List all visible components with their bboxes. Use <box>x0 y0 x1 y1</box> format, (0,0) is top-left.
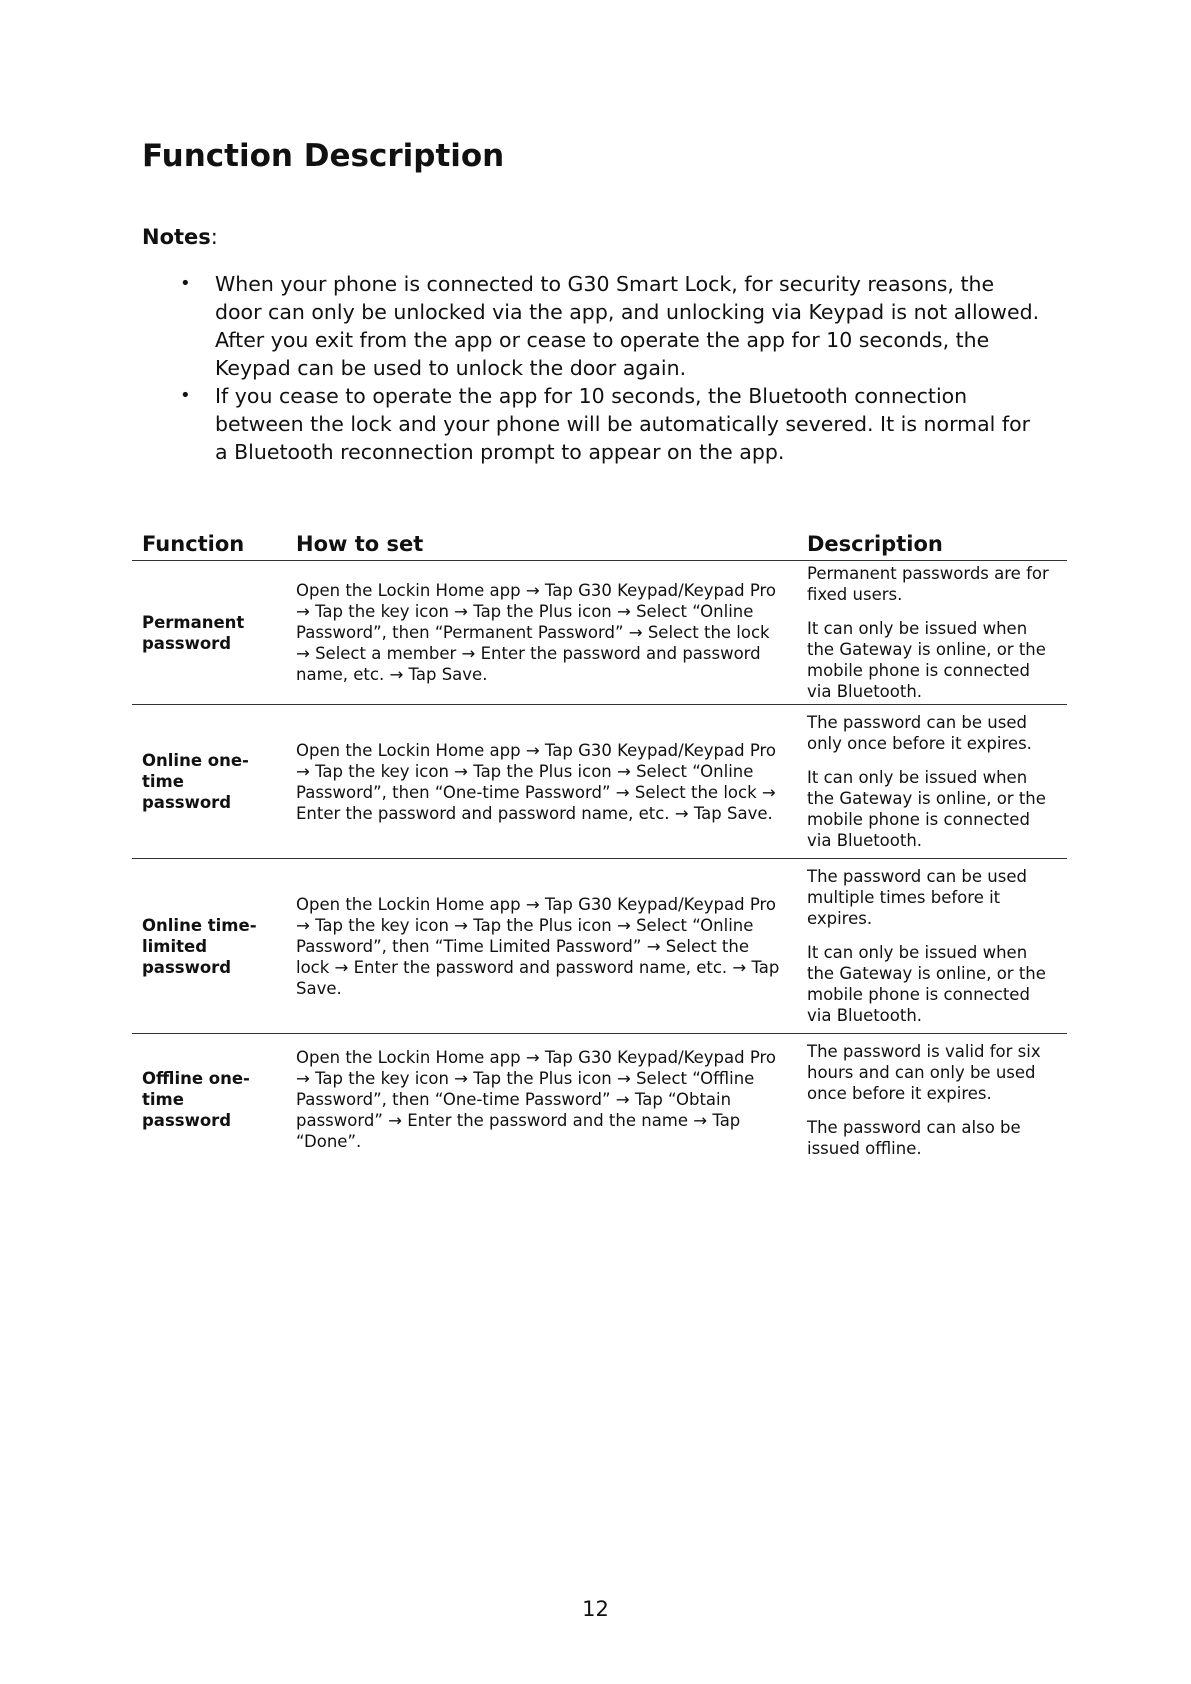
note-text: When your phone is connected to G30 Smart Lock, for security reasons, the door can only be unlocked via the app, and unlocking via Keypad is not allowed. After you exit from the app or cease to operate the app for 10 seconds, the Keypad can be used to unlock the door again. <box>215 272 1040 380</box>
description-text: The password is valid for six hours and can only be used once before it expires. <box>807 1041 1041 1103</box>
header-how-to-set: How to set <box>286 524 797 561</box>
description-cell <box>797 561 1067 705</box>
notes-heading <box>142 225 218 249</box>
description-cell <box>797 1034 1067 1166</box>
description-text: Permanent passwords are for fixed users. <box>807 564 1049 604</box>
header-function: Function <box>132 524 286 561</box>
how-to-set-text: Open the Lockin Home app → Tap G30 Keypad/Keypad Pro → Tap the key icon → Tap the Plus icon → Select “Online Password”, then “Permanent Password” → Select the lock → Select a member → Enter the password and password name, etc. → Tap Save. <box>286 561 797 705</box>
function-name: Offline one-time password <box>142 1069 250 1131</box>
description-text: It can only be issued when the Gateway is online, or the mobile phone is connected via Bluetooth. <box>807 768 1046 850</box>
table-row <box>132 1034 1067 1166</box>
description-cell <box>797 705 1067 859</box>
description-text: The password can also be issued offline. <box>807 1117 1021 1158</box>
how-to-set-text: Open the Lockin Home app → Tap G30 Keypad/Keypad Pro → Tap the key icon → Tap the Plus icon → Select “Offline Password”, then “One-time Password” → Tap “Obtain password” → Enter the password and the name → Tap “Done”. <box>296 1048 777 1152</box>
page-title: Function Description <box>142 138 505 174</box>
description-cell <box>797 859 1067 1034</box>
notes-heading-colon: : <box>210 225 218 249</box>
how-to-set-text: Open the Lockin Home app → Tap G30 Keypad/Keypad Pro → Tap the key icon → Tap the Plus icon → Select “Online Password”, then “One-time Password” → Select the lock → Enter the password and password name, etc. → Tap Save. <box>286 705 797 859</box>
function-name: Online time-limited password <box>132 859 286 1034</box>
description-text: The password can be used multiple times before it expires. <box>807 867 1027 928</box>
table-header-row <box>132 524 1067 561</box>
page-number: 12 <box>582 1597 609 1621</box>
bullet-icon: • <box>180 273 191 294</box>
table-row <box>132 859 1067 1034</box>
function-name: Online one-time password <box>132 705 286 859</box>
list-item <box>142 382 1047 466</box>
table-row <box>132 561 1067 705</box>
description-text: The password can be used only once before it expires. <box>807 713 1032 753</box>
function-table <box>132 524 1067 1166</box>
table-row <box>132 705 1067 859</box>
list-item <box>142 270 1047 382</box>
notes-heading-label: Notes <box>142 225 211 249</box>
how-to-set-text: Open the Lockin Home app → Tap G30 Keypad/Keypad Pro → Tap the key icon → Tap the Plus icon → Select “Online Password”, then “Time Limited Password” → Select the lock → Enter the password and password name, etc. → Tap Save. <box>286 859 797 1034</box>
description-text: It can only be issued when the Gateway is online, or the mobile phone is connected via Bluetooth. <box>807 619 1046 701</box>
description-text: It can only be issued when the Gateway is online, or the mobile phone is connected via Bluetooth. <box>807 943 1046 1025</box>
header-description: Description <box>797 524 1067 561</box>
function-name: Permanent password <box>132 561 286 705</box>
notes-list <box>142 270 1047 466</box>
note-text: If you cease to operate the app for 10 seconds, the Bluetooth connection between the lock and your phone will be automatically severed. It is normal for a Bluetooth reconnection prompt to appear on the app. <box>215 384 1031 464</box>
bullet-icon: • <box>180 385 191 406</box>
